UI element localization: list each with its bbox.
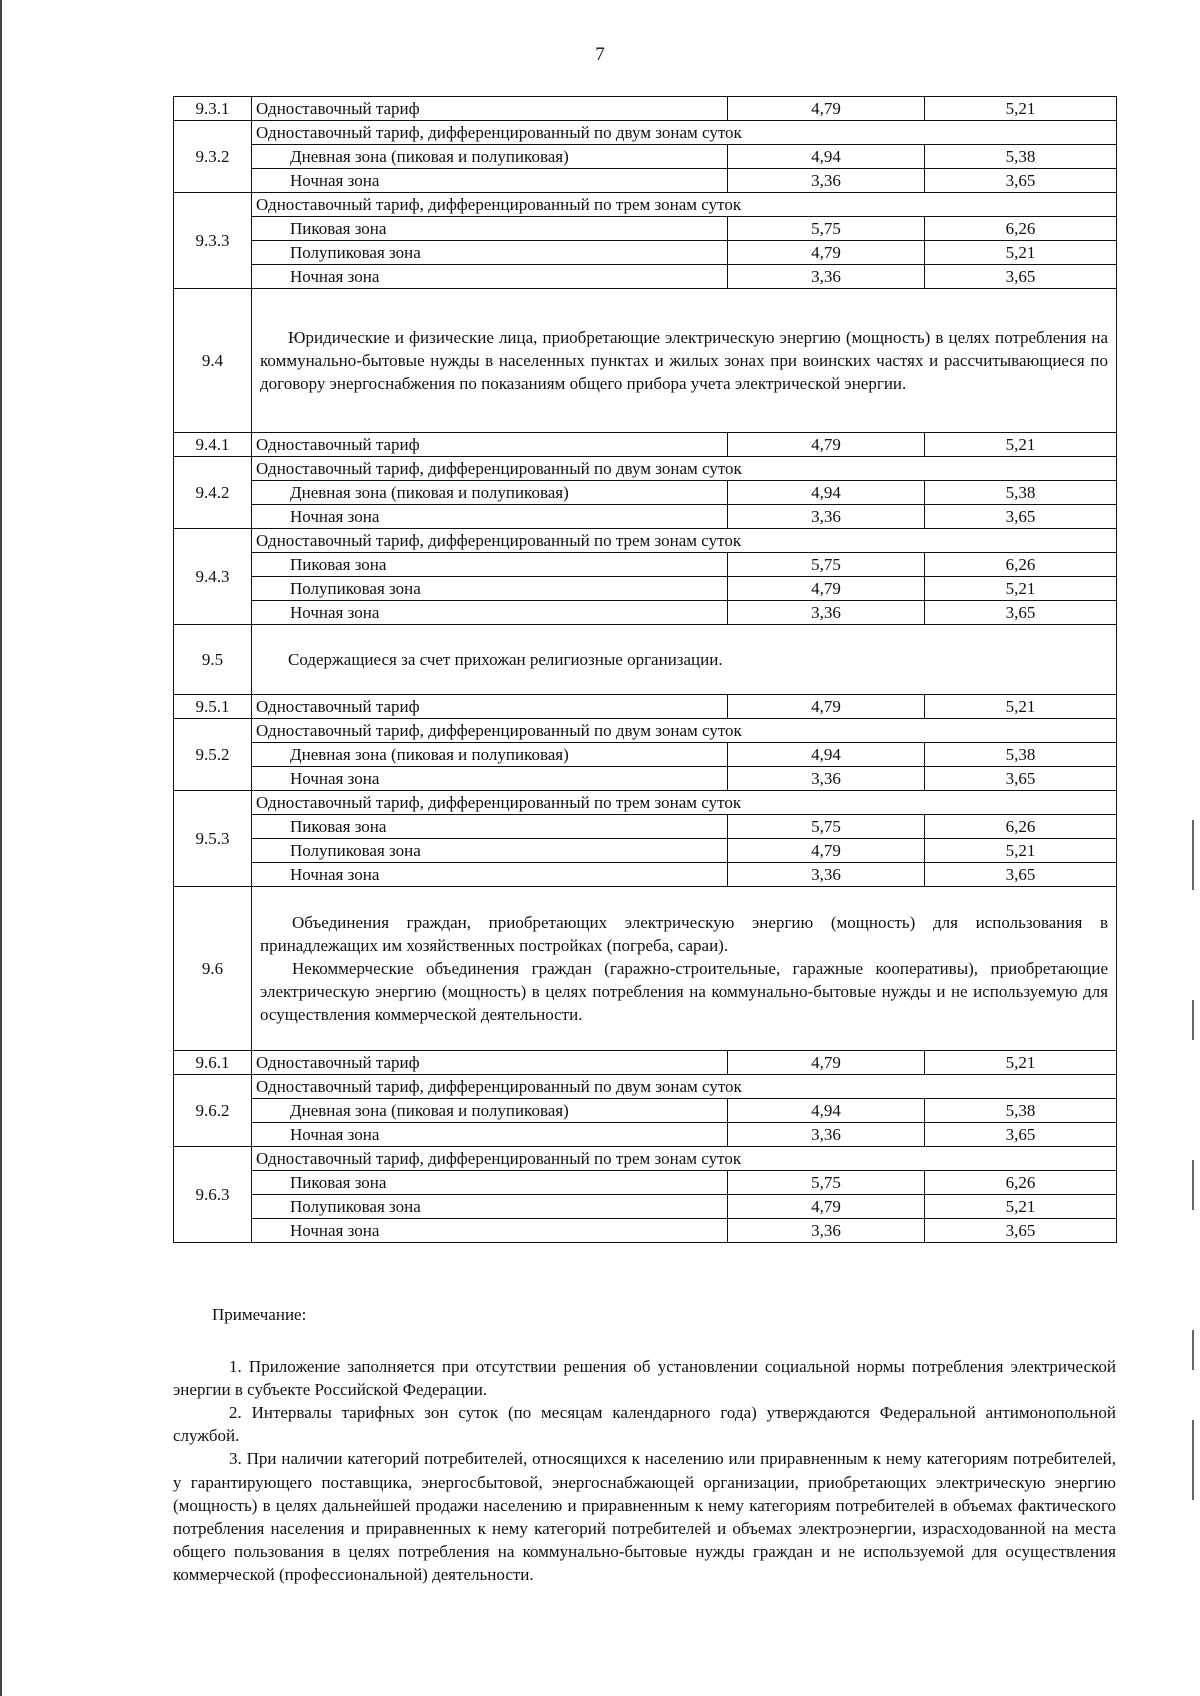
tariff-group-header: Одноставочный тариф, дифференцированный по двум зонам суток: [252, 121, 1117, 145]
tariff-group-header-row: [174, 193, 1117, 217]
tariff-value-first-half: 4,94: [728, 1099, 925, 1123]
consumer-category-description: [252, 887, 1117, 1051]
tariff-zone-row: [174, 839, 1117, 863]
consumer-category-row: [174, 887, 1117, 1051]
tariff-group-header-row: [174, 529, 1117, 553]
scan-edge-mark: [1192, 1000, 1194, 1040]
tariff-value-second-half: 3,65: [925, 601, 1117, 625]
row-number: 9.4: [174, 289, 252, 433]
zone-label: Дневная зона (пиковая и полупиковая): [252, 481, 728, 505]
tariff-zone-row: [174, 1219, 1117, 1243]
scan-left-edge: [0, 0, 2, 1696]
tariff-zone-row: [174, 265, 1117, 289]
tariff-value-second-half: 3,65: [925, 505, 1117, 529]
tariff-value-first-half: 3,36: [728, 1123, 925, 1147]
tariff-value-second-half: 5,38: [925, 743, 1117, 767]
tariff-group-header-row: [174, 791, 1117, 815]
tariff-group-header: Одноставочный тариф, дифференцированный по трем зонам суток: [252, 529, 1117, 553]
note-item: 2. Интервалы тарифных зон суток (по месяцам календарного года) утверждаются Федеральной антимонопольной службой.: [173, 1403, 1116, 1446]
tariff-value-second-half: 3,65: [925, 169, 1117, 193]
row-number: 9.5.1: [174, 695, 252, 719]
tariff-group-header: Одноставочный тариф, дифференцированный по двум зонам суток: [252, 719, 1117, 743]
tariff-group-header: Одноставочный тариф, дифференцированный по двум зонам суток: [252, 457, 1117, 481]
tariff-zone-row: [174, 553, 1117, 577]
tariff-value-first-half: 4,94: [728, 743, 925, 767]
row-number: 9.5: [174, 625, 252, 695]
scan-edge-mark: [1192, 1330, 1194, 1370]
zone-label: Дневная зона (пиковая и полупиковая): [252, 743, 728, 767]
row-number: 9.6.3: [174, 1147, 252, 1243]
scan-edge-mark: [1192, 820, 1194, 890]
zone-label: Пиковая зона: [252, 1171, 728, 1195]
row-number: 9.5.2: [174, 719, 252, 791]
consumer-category-row: [174, 625, 1117, 695]
notes: [173, 1355, 1116, 1586]
tariff-value-first-half: 5,75: [728, 553, 925, 577]
consumer-category-description: [252, 625, 1117, 695]
zone-label: Ночная зона: [252, 265, 728, 289]
row-number: 9.4.2: [174, 457, 252, 529]
tariff-value-first-half: 5,75: [728, 217, 925, 241]
tariff-value-second-half: 5,38: [925, 145, 1117, 169]
zone-label: Пиковая зона: [252, 217, 728, 241]
consumer-category-description: [252, 289, 1117, 433]
zone-label: Ночная зона: [252, 863, 728, 887]
tariff-row: [174, 433, 1117, 457]
zone-label: Полупиковая зона: [252, 241, 728, 265]
zone-label: Пиковая зона: [252, 553, 728, 577]
tariff-value-first-half: 3,36: [728, 169, 925, 193]
row-number: 9.6.1: [174, 1051, 252, 1075]
tariff-value-first-half: 3,36: [728, 1219, 925, 1243]
tariff-zone-row: [174, 217, 1117, 241]
tariff-zone-row: [174, 863, 1117, 887]
row-number: 9.4.3: [174, 529, 252, 625]
zone-label: Полупиковая зона: [252, 577, 728, 601]
tariff-group-header: Одноставочный тариф, дифференцированный по двум зонам суток: [252, 1075, 1117, 1099]
tariff-value-second-half: 3,65: [925, 767, 1117, 791]
tariff-value-second-half: 5,38: [925, 481, 1117, 505]
tariff-label: Одноставочный тариф: [252, 695, 728, 719]
tariff-table-body: [174, 97, 1117, 1243]
tariff-zone-row: [174, 1099, 1117, 1123]
tariff-value-first-half: 4,94: [728, 481, 925, 505]
tariff-group-header: Одноставочный тариф, дифференцированный по трем зонам суток: [252, 1147, 1117, 1171]
tariff-group-header: Одноставочный тариф, дифференцированный по трем зонам суток: [252, 791, 1117, 815]
tariff-value-second-half: 5,21: [925, 839, 1117, 863]
tariff-value-first-half: 4,79: [728, 1051, 925, 1075]
tariff-value-second-half: 3,65: [925, 1219, 1117, 1243]
tariff-value-first-half: 4,79: [728, 839, 925, 863]
tariff-value-second-half: 3,65: [925, 863, 1117, 887]
tariff-value-second-half: 6,26: [925, 1171, 1117, 1195]
tariff-zone-row: [174, 241, 1117, 265]
zone-label: Ночная зона: [252, 601, 728, 625]
zone-label: Пиковая зона: [252, 815, 728, 839]
tariff-value-first-half: 3,36: [728, 505, 925, 529]
tariff-zone-row: [174, 169, 1117, 193]
tariff-group-header-row: [174, 719, 1117, 743]
row-number: 9.6: [174, 887, 252, 1051]
zone-label: Дневная зона (пиковая и полупиковая): [252, 145, 728, 169]
category-paragraph: Содержащиеся за счет прихожан религиозные организации.: [288, 649, 723, 669]
zone-label: Полупиковая зона: [252, 839, 728, 863]
tariff-table: [173, 96, 1117, 1243]
tariff-value-first-half: 4,79: [728, 1195, 925, 1219]
tariff-value-second-half: 5,21: [925, 433, 1117, 457]
page-number: 7: [595, 44, 605, 65]
tariff-zone-row: [174, 481, 1117, 505]
tariff-value-first-half: 4,79: [728, 97, 925, 121]
tariff-zone-row: [174, 1171, 1117, 1195]
tariff-zone-row: [174, 1123, 1117, 1147]
tariff-zone-row: [174, 815, 1117, 839]
tariff-value-first-half: 3,36: [728, 767, 925, 791]
note-item: 3. При наличии категорий потребителей, относящихся к населению или приравненным к нему категориям потребителей, у гарантирующего поставщика, энергосбытовой, энергоснабжающей организации, приобретающих электрическую энергию (мощность) в целях дальнейшей продажи населению и приравненным к нему категориям потребителей в объемах фактического потребления населения и приравненных к нему категорий потребителей и объемах электроэнергии, израсходованной на места общего пользования в целях потребления на коммунально-бытовые нужды граждан и не используемой для осуществления коммерческой (профессиональной) деятельности.: [173, 1449, 1116, 1584]
tariff-value-second-half: 3,65: [925, 1123, 1117, 1147]
tariff-zone-row: [174, 601, 1117, 625]
tariff-value-second-half: 6,26: [925, 217, 1117, 241]
row-number: 9.5.3: [174, 791, 252, 887]
tariff-value-first-half: 4,79: [728, 695, 925, 719]
row-number: 9.6.2: [174, 1075, 252, 1147]
tariff-value-second-half: 3,65: [925, 265, 1117, 289]
tariff-zone-row: [174, 505, 1117, 529]
tariff-group-header: Одноставочный тариф, дифференцированный по трем зонам суток: [252, 193, 1117, 217]
zone-label: Ночная зона: [252, 505, 728, 529]
tariff-group-header-row: [174, 1075, 1117, 1099]
tariff-label: Одноставочный тариф: [252, 97, 728, 121]
tariff-value-first-half: 3,36: [728, 265, 925, 289]
tariff-zone-row: [174, 743, 1117, 767]
tariff-group-header-row: [174, 1147, 1117, 1171]
tariff-value-second-half: 5,38: [925, 1099, 1117, 1123]
tariff-row: [174, 1051, 1117, 1075]
tariff-value-second-half: 5,21: [925, 1195, 1117, 1219]
zone-label: Полупиковая зона: [252, 1195, 728, 1219]
tariff-label: Одноставочный тариф: [252, 1051, 728, 1075]
tariff-value-first-half: 4,94: [728, 145, 925, 169]
scan-edge-mark: [1192, 1420, 1194, 1500]
tariff-label: Одноставочный тариф: [252, 433, 728, 457]
zone-label: Ночная зона: [252, 1219, 728, 1243]
tariff-value-second-half: 5,21: [925, 1051, 1117, 1075]
tariff-zone-row: [174, 1195, 1117, 1219]
category-paragraph: Юридические и физические лица, приобретающие электрическую энергию (мощность) в целях потребления на коммунально-бытовые нужды в населенных пунктах и жилых зонах при воинских частях и рассчитывающиеся по договору энергоснабжения по показаниям общего прибора учета электрической энергии.: [260, 327, 1109, 394]
tariff-value-first-half: 4,79: [728, 433, 925, 457]
consumer-category-row: [174, 289, 1117, 433]
zone-label: Дневная зона (пиковая и полупиковая): [252, 1099, 728, 1123]
row-number: 9.3.3: [174, 193, 252, 289]
tariff-zone-row: [174, 577, 1117, 601]
tariff-row: [174, 97, 1117, 121]
tariff-value-first-half: 3,36: [728, 601, 925, 625]
tariff-value-second-half: 6,26: [925, 553, 1117, 577]
zone-label: Ночная зона: [252, 169, 728, 193]
note-item: 1. Приложение заполняется при отсутствии решения об установлении социальной нормы потребления электрической энергии в субъекте Российской Федерации.: [173, 1357, 1116, 1400]
tariff-value-second-half: 5,21: [925, 97, 1117, 121]
tariff-value-first-half: 4,79: [728, 241, 925, 265]
category-paragraph: Некоммерческие объединения граждан (гаражно-строительные, гаражные кооперативы), приобретающие электрическую энергию (мощность) в целях потребления на коммунально-бытовые нужды и не используемую для осуществления коммерческой деятельности.: [260, 958, 1109, 1025]
tariff-value-second-half: 5,21: [925, 241, 1117, 265]
tariff-value-first-half: 5,75: [728, 815, 925, 839]
row-number: 9.3.1: [174, 97, 252, 121]
tariff-value-first-half: 5,75: [728, 1171, 925, 1195]
tariff-zone-row: [174, 767, 1117, 791]
scan-edge-mark: [1192, 1160, 1194, 1210]
zone-label: Ночная зона: [252, 767, 728, 791]
tariff-zone-row: [174, 145, 1117, 169]
note-title: Примечание:: [212, 1305, 307, 1324]
tariff-value-second-half: 6,26: [925, 815, 1117, 839]
tariff-value-second-half: 5,21: [925, 577, 1117, 601]
tariff-value-second-half: 5,21: [925, 695, 1117, 719]
tariff-value-first-half: 3,36: [728, 863, 925, 887]
tariff-group-header-row: [174, 457, 1117, 481]
tariff-row: [174, 695, 1117, 719]
zone-label: Ночная зона: [252, 1123, 728, 1147]
category-paragraph: Объединения граждан, приобретающих электрическую энергию (мощность) для использования в принадлежащих им хозяйственных постройках (погреба, сараи).: [260, 912, 1109, 955]
tariff-value-first-half: 4,79: [728, 577, 925, 601]
row-number: 9.4.1: [174, 433, 252, 457]
tariff-group-header-row: [174, 121, 1117, 145]
row-number: 9.3.2: [174, 121, 252, 193]
